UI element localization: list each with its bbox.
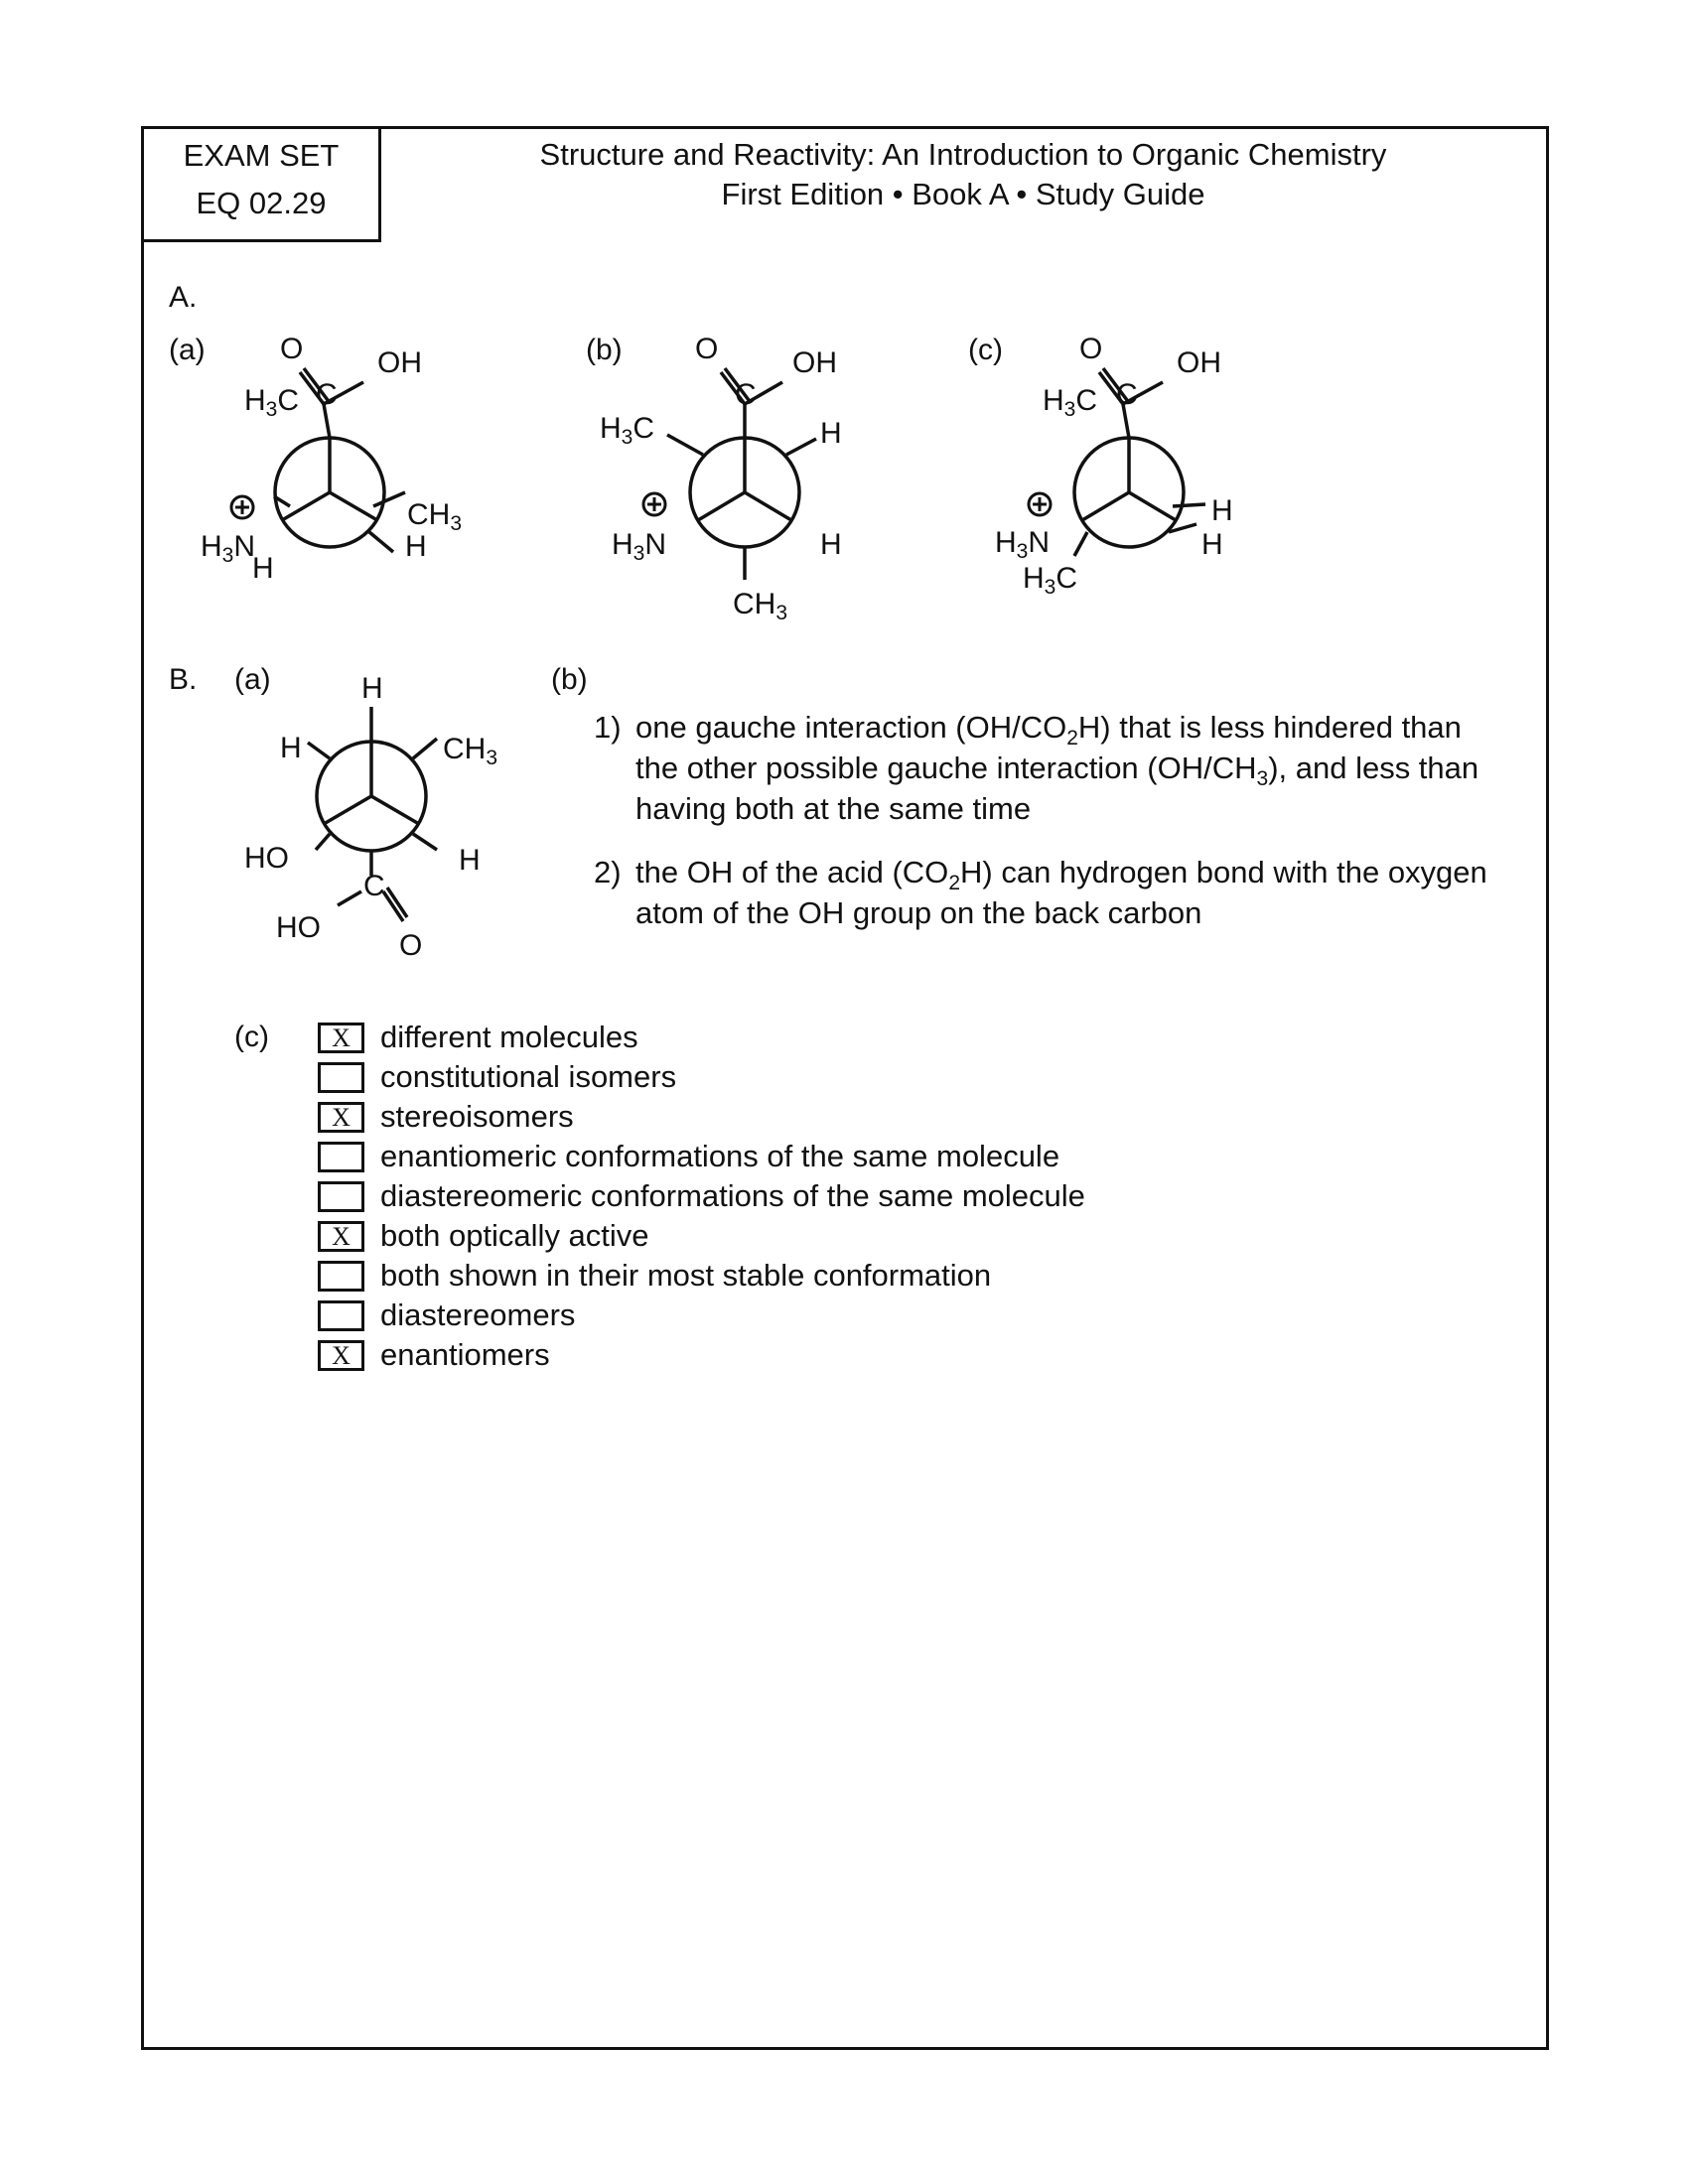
ba-carbon: C: [363, 870, 385, 902]
option-label: both shown in their most stable conformation: [380, 1258, 992, 1293]
checkbox[interactable]: [318, 1181, 364, 1212]
reason-1-text: one gauche interaction $(OH/CO_2H)$ that is less hindered than the other possible gauche interaction $(OH/CH_3)$, and less than having both at the same time: [635, 710, 1479, 826]
checkbox[interactable]: [318, 1142, 364, 1172]
option-most-stable-conformation: [318, 1256, 1085, 1296]
option-diastereomers: [318, 1296, 1085, 1335]
ba-acid-hydroxyl: HO: [276, 911, 321, 944]
ab-hydrogen-back: H: [820, 417, 842, 450]
section-a-label: A.: [169, 281, 198, 314]
title-line-1: Structure and Reactivity: An Introduction to Organic Chemistry: [539, 137, 1387, 172]
option-different-molecules: [318, 1018, 1085, 1057]
option-label: diastereomers: [380, 1297, 576, 1332]
aa-positive-charge: [231, 496, 253, 518]
option-stereoisomers: [318, 1097, 1085, 1137]
option-diastereomeric-conformations: [318, 1176, 1085, 1216]
ab-oxygen: O: [695, 333, 719, 365]
ab-positive-charge: [643, 493, 665, 515]
part-a-a-label: (a): [169, 334, 206, 366]
checkbox[interactable]: X: [318, 1221, 364, 1252]
option-enantiomeric-conformations: [318, 1137, 1085, 1176]
checkbox[interactable]: [318, 1261, 364, 1292]
reason-1: [594, 707, 1487, 829]
aa-methyl-back: $CH_3$: [407, 498, 463, 535]
ba-hydrogen-left: H: [280, 732, 302, 764]
ba-hydrogen-top: H: [361, 672, 383, 705]
option-label: enantiomers: [380, 1337, 550, 1372]
aa-oxygen: O: [280, 333, 304, 365]
reason-2: [594, 852, 1487, 933]
ac-carbon: C: [1116, 378, 1138, 411]
checkbox[interactable]: [318, 1062, 364, 1093]
checkbox[interactable]: [318, 1300, 364, 1331]
checkbox[interactable]: X: [318, 1340, 364, 1371]
part-a-b-label: (b): [586, 334, 623, 366]
part-b-c-label: (c): [234, 1021, 269, 1053]
part-a-c-label: (c): [968, 334, 1003, 366]
option-label: stereoisomers: [380, 1099, 574, 1134]
ab-hydroxyl: OH: [792, 346, 837, 379]
aa-carbon: C: [316, 378, 338, 411]
part-b-a-label: (a): [234, 663, 271, 696]
reason-1-number: 1): [594, 710, 622, 745]
ac-hydroxyl: OH: [1177, 346, 1221, 379]
reason-2-text: the OH of the acid $(CO_2H)$ can hydrogen bond with the oxygen atom of the OH group on the back carbon: [635, 855, 1487, 930]
checkbox[interactable]: X: [318, 1102, 364, 1133]
ba-methyl: $CH_3$: [443, 733, 498, 769]
aa-hydroxyl: OH: [377, 346, 422, 379]
aa-methyl-front: $H_3C$: [244, 384, 300, 421]
ab-hydrogen-front: H: [820, 528, 842, 561]
ac-methyl-back: $H_3C$: [1023, 562, 1078, 599]
ba-hydrogen-right: H: [459, 844, 481, 877]
aa-hydrogen-front: H: [252, 552, 274, 585]
option-label: both optically active: [380, 1218, 649, 1253]
ab-carbon: C: [735, 378, 757, 411]
ab-methyl-front: $H_3C$: [600, 412, 655, 449]
option-label: enantiomeric conformations of the same molecule: [380, 1139, 1060, 1173]
ac-oxygen: O: [1079, 333, 1103, 365]
option-constitutional-isomers: [318, 1057, 1085, 1097]
ac-hydrogen-back: H: [1211, 494, 1233, 527]
exam-code: EQ 02.29: [196, 186, 327, 220]
title-line-2: First Edition • Book A • Study Guide: [721, 177, 1205, 211]
checkbox[interactable]: X: [318, 1023, 364, 1053]
ba-oxygen: O: [399, 929, 423, 962]
ac-hydrogen-front: H: [1201, 528, 1223, 561]
option-label: constitutional isomers: [380, 1059, 677, 1094]
option-label: different molecules: [380, 1020, 638, 1054]
reason-2-number: 2): [594, 855, 622, 889]
ac-methyl-front: $H_3C$: [1043, 384, 1098, 421]
ac-ammonium: $H_3N$: [995, 526, 1051, 563]
options-checklist: [318, 1018, 1085, 1375]
aa-hydrogen-back: H: [405, 530, 427, 563]
ac-positive-charge: [1029, 493, 1051, 515]
exam-set-label: EXAM SET: [183, 138, 340, 173]
option-label: diastereomeric conformations of the same molecule: [380, 1178, 1085, 1213]
option-both-optically-active: [318, 1216, 1085, 1256]
section-b-label: B.: [169, 663, 198, 696]
part-b-b-label: (b): [551, 663, 588, 696]
ab-methyl-back: $CH_3$: [733, 588, 788, 624]
option-enantiomers: [318, 1335, 1085, 1375]
ba-hydroxyl-back: HO: [244, 842, 289, 875]
ab-ammonium: $H_3N$: [612, 528, 667, 565]
aa-ammonium: $H_3N$: [201, 530, 256, 567]
